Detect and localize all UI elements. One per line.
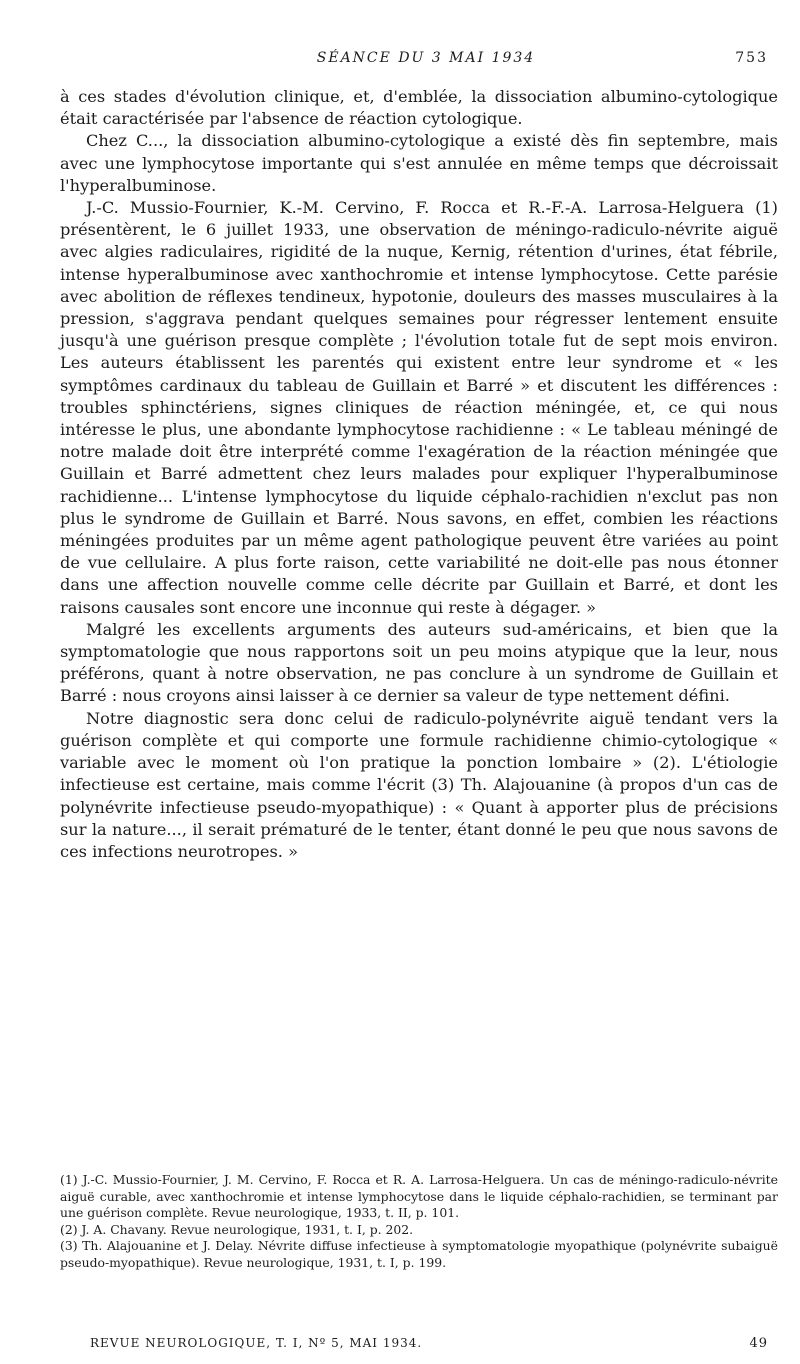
page-number: 753: [735, 50, 768, 66]
footnotes: [60, 1172, 778, 1271]
footnote-3: (3) Th. Alajouanine et J. Delay. Névrite diffuse infectieuse à symptomatologie myopathique (polynévrite subaiguë pseudo-myopathique). Revue neurologique, 1931, t. I, p. 199.: [60, 1238, 778, 1270]
footnote-2: (2) J. A. Chavany. Revue neurologique, 1931, t. I, p. 202.: [60, 1221, 414, 1237]
paragraph-2: Chez C..., la dissociation albumino-cytologique a existé dès fin septembre, mais avec une lymphocytose importante qui s'est annulée en même temps que décroissait l'hyperalbuminose.: [60, 131, 778, 195]
page-header: [84, 50, 768, 74]
running-title: SÉANCE DU 3 MAI 1934: [316, 50, 536, 66]
paragraph-3: J.-C. Mussio-Fournier, K.-M. Cervino, F. Rocca et R.-F.-A. Larrosa-Helguera (1) présentèrent, le 6 juillet 1933, une observation de méningo-radiculo-névrite aiguë avec algies radiculaires, rigidité de la nuque, Kernig, rétention d'urines, état fébrile, intense hyperalbuminose avec xanthochromie et intense lymphocytose. Cette parésie avec abolition de réflexes tendineux, hypotonie, douleurs des masses musculaires à la pression, s'aggrava pendant quelques semaines pour régresser lentement ensuite jusqu'à une guérison presque complète ; l'évolution totale fut de sept mois environ. Les auteurs établissent les parentés qui existent entre leur syndrome et « les symptômes cardinaux du tableau de Guillain et Barré » et discutent les différences : troubles sphinctériens, signes cliniques de réaction méningée, et, ce qui nous intéresse le plus, une abondante lymphocytose rachidienne : « Le tableau méningé de notre malade doit être interprété comme l'exagération de la réaction méningée que Guillain et Barré admettent chez leurs malades pour expliquer l'hyperalbuminose rachidienne... L'intense lymphocytose du liquide céphalo-rachidien n'exclut pas non plus le syndrome de Guillain et Barré. Nous savons, en effet, combien les réactions méningées produites par un même agent pathologique peuvent être variées au point de vue cellulaire. A plus forte raison, cette variabilité ne doit-elle pas nous étonner dans une affection nouvelle comme celle décrite par Guillain et Barré, et dont les raisons causales sont encore une inconnue qui reste à dégager. »: [60, 198, 778, 617]
paragraph-5: Notre diagnostic sera donc celui de radiculo-polynévrite aiguë tendant vers la guérison complète et qui comporte une formule rachidienne chimio-cytologique « variable avec le moment où l'on pratique la ponction lombaire » (2). L'étiologie infectieuse est certaine, mais comme l'écrit (3) Th. Alajouanine (à propos d'un cas de polynévrite infectieuse pseudo-myopathique) : « Quant à apporter plus de précisions sur la nature..., il serait prématuré de le tenter, étant donné le peu que nous savons de ces infections neurotropes. »: [60, 708, 778, 861]
body-text: [60, 86, 778, 863]
paragraph-4: Malgré les excellents arguments des auteurs sud-américains, et bien que la symptomatologie que nous rapportons soit un peu moins atypique que la leur, nous préférons, quant à notre observation, ne pas conclure à un syndrome de Guillain et Barré : nous croyons ainsi laisser à ce dernier sa valeur de type nettement défini.: [60, 619, 778, 706]
footnote-1: (1) J.-C. Mussio-Fournier, J. M. Cervino, F. Rocca et R. A. Larrosa-Helguera. Un cas de méningo-radiculo-névrite aiguë curable, avec xanthochromie et intense lymphocytose dans le liquide céphalo-rachidien, se terminant par une guérison complète. Revue neurologique, 1933, t. II, p. 101.: [60, 1172, 778, 1220]
page-footer: [90, 1336, 768, 1350]
paragraph-1: à ces stades d'évolution clinique, et, d'emblée, la dissociation albumino-cytologique était caractérisée par l'absence de réaction cytologique.: [60, 87, 778, 129]
journal-footer: REVUE NEUROLOGIQUE, T. I, Nº 5, MAI 1934.: [90, 1336, 423, 1350]
sheet-signature: 49: [749, 1336, 768, 1351]
